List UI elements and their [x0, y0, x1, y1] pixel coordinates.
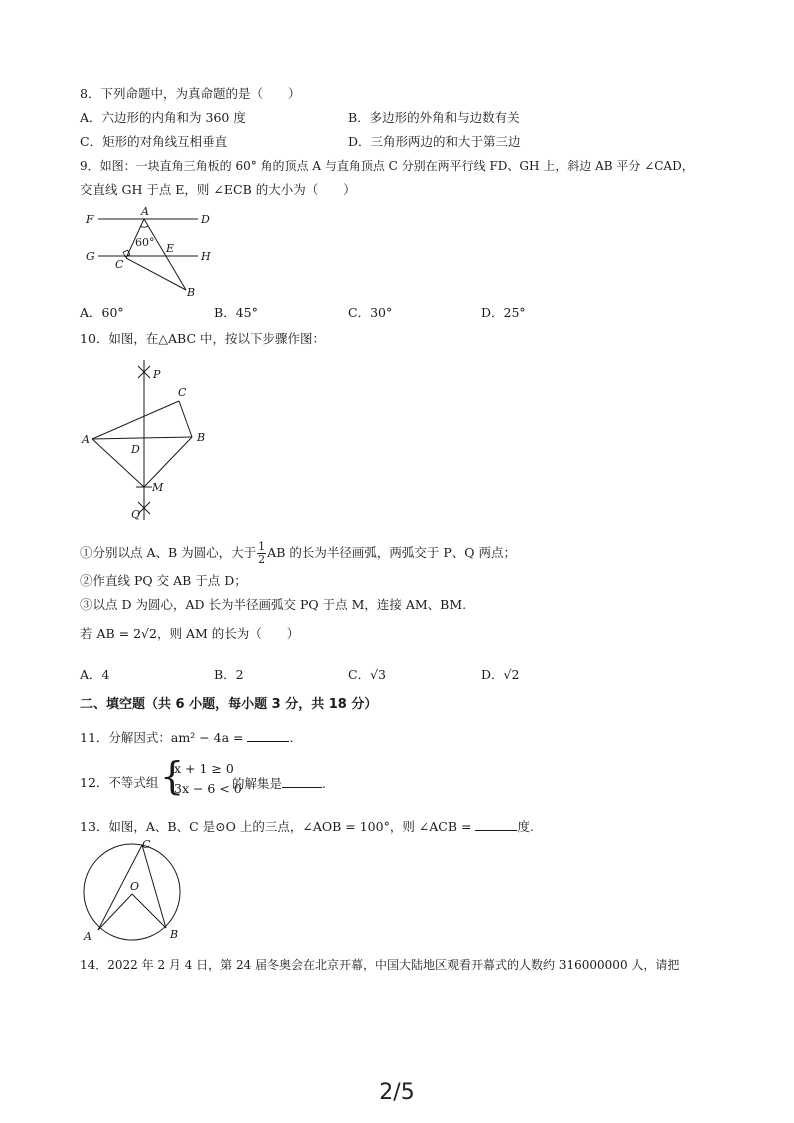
q12-answer-blank[interactable]	[282, 775, 322, 788]
q13-stem: 13．如图，A、B、C 是⊙O 上的三点，∠AOB = 100°，则 ∠ACB =	[80, 819, 476, 834]
q10-step1-pre: ①分别以点 A、B 为圆心，大于	[80, 545, 257, 560]
q14-stem: 14．2022 年 2 月 4 日，第 24 届冬奥会在北京开幕，中国大陆地区观看开幕式的人数约 316000000 人，请把	[80, 958, 680, 972]
q9-label-b: B	[187, 286, 196, 299]
q10-label-m: M	[152, 481, 164, 494]
q10-step1-post: AB 的长为半径画弧，两弧交于 P、Q 两点；	[267, 545, 516, 560]
q10-step1	[80, 540, 516, 566]
page-number: 2/5	[379, 1080, 415, 1105]
q12-eq1: x + 1 ≥ 0	[174, 761, 234, 776]
q9-label-e: E	[166, 242, 175, 255]
q10-label-q: Q	[131, 508, 141, 521]
q9-label-h: H	[201, 250, 211, 263]
q11-answer-blank[interactable]	[247, 729, 289, 742]
q8-option-d: D．三角形两边的和大于第三边	[348, 134, 521, 149]
q8-option-a: A．六边形的内角和为 360 度	[80, 110, 246, 125]
q12-end: .	[322, 776, 326, 791]
q10-option-a: A．4	[80, 667, 110, 682]
q10-half-fraction	[257, 541, 266, 566]
q10-step3: ③以点 D 为圆心，AD 长为半径画弧交 PQ 于点 M，连接 AM、BM.	[80, 597, 467, 612]
q10-figure	[78, 356, 218, 524]
q11-end: .	[289, 730, 294, 745]
q10-label-a: A	[82, 433, 90, 446]
q10-option-b: B．2	[214, 667, 244, 682]
q9-label-d: D	[201, 213, 210, 226]
q9-figure	[80, 204, 230, 300]
q10-step2: ②作直线 PQ 交 AB 于点 D；	[80, 573, 247, 588]
q13-label-o: O	[130, 880, 140, 893]
q13-answer-blank[interactable]	[475, 818, 517, 831]
q9-option-b: B．45°	[214, 305, 258, 320]
q10-condition: 若 AB = 2√2，则 AM 的长为（ ）	[80, 626, 300, 641]
q9-label-g: G	[86, 250, 95, 263]
q13-label-c: C	[142, 838, 151, 851]
q9-option-d: D．25°	[481, 305, 526, 320]
q10-label-d: D	[131, 443, 140, 456]
q11-line	[80, 729, 293, 746]
q9-option-a: A．60°	[80, 305, 124, 320]
q10-fraction-denominator: 2	[258, 553, 266, 566]
q10-option-c: C．√3	[348, 667, 386, 682]
q8-stem: 8．下列命题中，为真命题的是（ ）	[80, 86, 301, 101]
q12-brace: {	[160, 754, 185, 798]
q9-label-c: C	[115, 258, 124, 271]
q10-stem: 10．如图，在△ABC 中，按以下步骤作图：	[80, 331, 326, 346]
q10-option-d: D．√2	[481, 667, 520, 682]
q12-eq2: 3x − 6 < 0	[174, 781, 242, 796]
q9-stem-line1: 9．如图：一块直角三角板的 60° 角的顶点 A 与直角顶点 C 分别在两平行线 FD、GH 上，斜边 AB 平分 ∠CAD，	[80, 159, 694, 173]
q9-angle-label: 60°	[135, 236, 155, 249]
q10-label-b: B	[197, 431, 206, 444]
q13-label-b: B	[170, 928, 179, 941]
q9-label-f: F	[86, 213, 94, 226]
q9-option-c: C．30°	[348, 305, 393, 320]
q12-post: 的解集是	[232, 776, 283, 791]
q8-option-b: B．多边形的外角和与边数有关	[348, 110, 520, 125]
q10-label-c: C	[178, 386, 187, 399]
q9-stem-line2: 交直线 GH 于点 E，则 ∠ECB 的大小为（ ）	[80, 182, 356, 197]
q13-figure	[78, 838, 188, 946]
q13-end: 度.	[517, 819, 534, 834]
q8-option-c: C．矩形的对角线互相垂直	[80, 134, 228, 149]
q12-tail	[232, 775, 326, 792]
q11-stem: 11．分解因式：am² − 4a =	[80, 730, 248, 745]
q10-fraction-numerator: 1	[258, 540, 266, 553]
q13-line	[80, 818, 534, 835]
section-title-fill-in: 二、填空题（共 6 小题，每小题 3 分，共 18 分）	[80, 697, 378, 712]
q10-label-p: P	[153, 368, 161, 381]
q9-label-a: A	[141, 205, 149, 218]
q12-pre: 12．不等式组	[80, 775, 159, 790]
q13-label-a: A	[84, 930, 92, 943]
